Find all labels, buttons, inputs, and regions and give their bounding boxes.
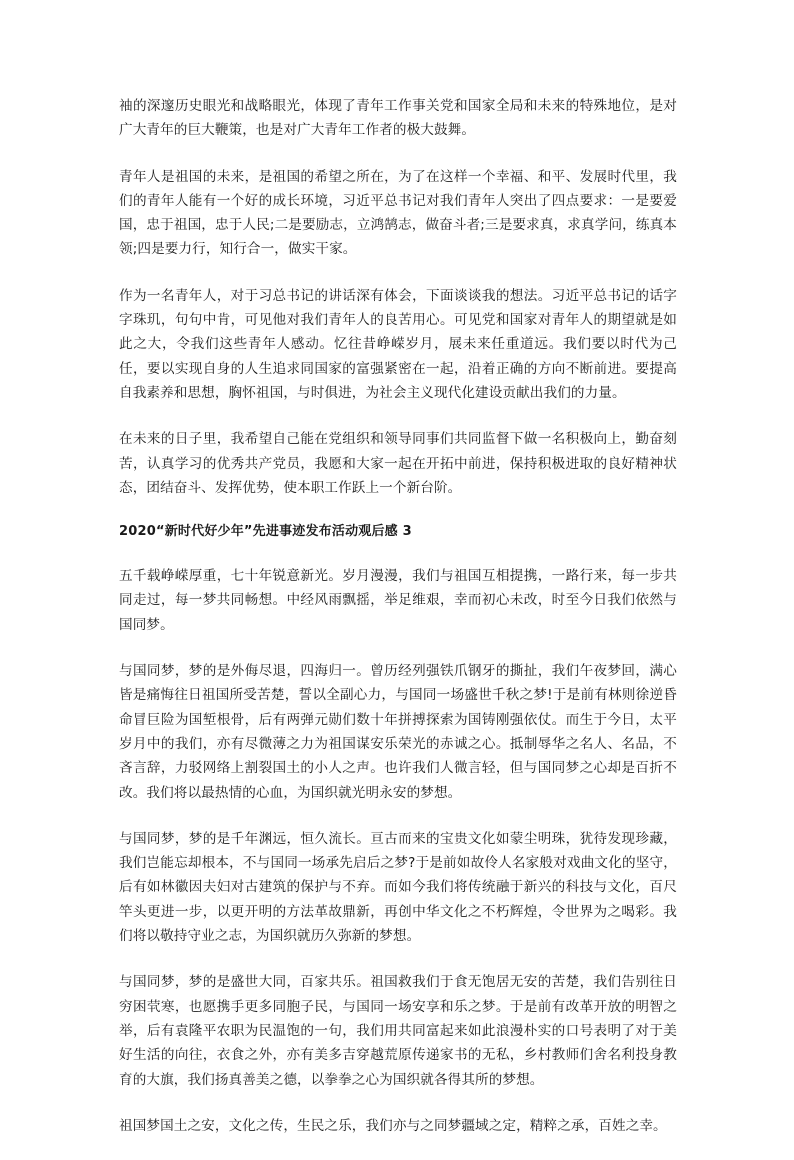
body-paragraph: 在未来的日子里，我希望自己能在党组织和领导同事们共同监督下做一名积极向上，勤奋刻苦，认真学习的优秀共产党员，我愿和大家一起在开拓中前进，保持积极进取的良好精神状态，团结奋斗、发挥优势，使本职工作跃上一个新台阶。	[119, 431, 677, 496]
document-page	[119, 94, 677, 1160]
body-paragraph: 五千载峥嵘厚重，七十年锐意新光。岁月漫漫，我们与祖国互相提携，一路行来，每一步共同走过，每一梦共同畅想。中经风雨飘摇，举足维艰，幸而初心未改，时至今日我们依然与国同梦。	[119, 568, 677, 633]
body-paragraph: 作为一名青年人，对于习总书记的讲话深有体会，下面谈谈我的想法。习近平总书记的话字字珠玑，句句中肯，可见他对我们青年人的良苦用心。可见党和国家对青年人的期望就是如此之大，令我们这些青年人感动。忆往昔峥嵘岁月，展未来任重道远。我们要以时代为己任，要以实现自身的人生追求同国家的富强紧密在一起，沿着正确的方向不断前进。要提高自我素养和思想，胸怀祖国，与时俱进，为社会主义现代化建设贡献出我们的力量。	[119, 287, 677, 401]
body-paragraph: 袖的深邃历史眼光和战略眼光，体现了青年工作事关党和国家全局和未来的特殊地位，是对广大青年的巨大鞭策，也是对广大青年工作者的极大鼓舞。	[119, 98, 677, 139]
body-paragraph: 青年人是祖国的未来，是祖国的希望之所在，为了在这样一个幸福、和平、发展时代里，我们的青年人能有一个好的成长环境，习近平总书记对我们青年人突出了四点要求：一是要爱国，忠于祖国，忠于人民;二是要励志，立鸿鹄志，做奋斗者;三是要求真，求真学问，练真本领;四是要力行，知行合一，做实干家。	[119, 168, 677, 258]
section-heading: 2020“新时代好少年”先进事迹发布活动观后感 3	[119, 524, 412, 540]
body-paragraph: 与国同梦，梦的是盛世大同，百家共乐。祖国救我们于食无饱居无安的苦楚，我们告别往日穷困茕寒，也愿携手更多同胞子民，与国同一场安享和乐之梦。于是前有改革开放的明智之举，后有袁隆平农职为民温饱的一句，我们用共同富起来如此浪漫朴实的口号表明了对于美好生活的向往，衣食之外，亦有美多吉穿越荒原传递家书的无私，乡村教师们舍名利投身教育的大旗，我们扬真善美之德，以拳拳之心为国织就各得其所的梦想。	[119, 974, 677, 1088]
body-paragraph: 与国同梦，梦的是外侮尽退，四海归一。曾历经列强铁爪钢牙的撕扯，我们午夜梦回，满心皆是痛悔往日祖国所受苦楚，誓以全副心力，与国同一场盛世千秋之梦!于是前有林则徐逆昏命冒巨险为国堑根骨，后有两弹元勋们数十年拼搏探索为国铸刚强依仗。而生于今日，太平岁月中的我们，亦有尽微薄之力为祖国谋安乐荣光的赤诚之心。抵制辱华之名人、名品，不吝言辞，力驳网络上割裂国土的小人之声。也许我们人微言轻，但与国同梦之心却是百折不改。我们将以最热情的心血，为国织就光明永安的梦想。	[119, 663, 677, 801]
body-paragraph: 与国同梦，梦的是千年渊远，恒久流长。亘古而来的宝贵文化如蒙尘明珠，犹待发现珍藏，我们岂能忘却根本，不与国同一场承先启后之梦?于是前如故伶人名家般对戏曲文化的坚守，后有如林徽因夫妇对古建筑的保护与不弃。而如今我们将传统融于新兴的科技与文化，百尺竿头更进一步，以更开明的方法革故鼎新，再创中华文化之不朽辉煌，令世界为之喝彩。我们将以敬持守业之志，为国织就历久弥新的梦想。	[119, 830, 677, 945]
body-paragraph: 祖国梦国土之安，文化之传，生民之乐，我们亦与之同梦疆域之定，精粹之承，百姓之幸。	[119, 1117, 667, 1134]
